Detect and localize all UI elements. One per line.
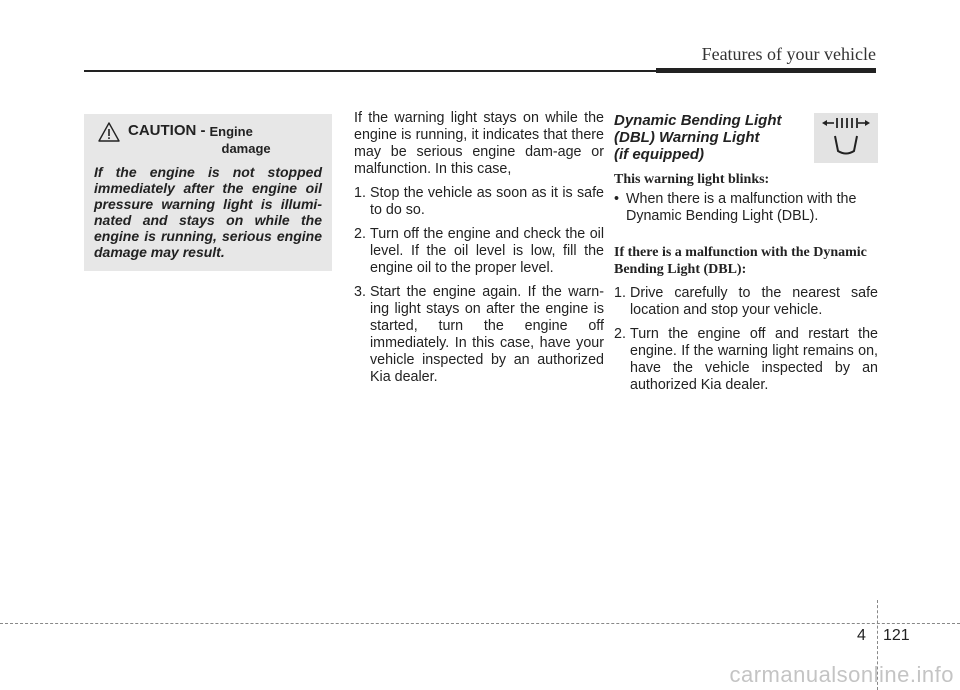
list-item (614, 285, 878, 319)
caution-label: CAUTION - (128, 122, 206, 139)
dbl-title-line1: Dynamic Bending Light (614, 112, 782, 129)
bullet-symbol: • (614, 191, 620, 207)
caution-box (84, 114, 332, 271)
list-item (354, 185, 604, 219)
dbl-steps (614, 285, 878, 394)
dbl-title (614, 112, 804, 163)
step-text: Start the engine again. If the warn-ing light stays on after the engine is started, turn the engine off immediately. In this case, have your vehicle inspected by an authorized Kia dealer. (370, 284, 604, 385)
caution-subtitle-line2: damage (221, 141, 271, 156)
dbl-warning-light-icon (814, 113, 878, 163)
warning-triangle-icon (98, 122, 120, 142)
oil-warning-intro: If the warning light stays on while the engine is running, it indicates that there may be serious engine dam-age or malfunction. In this case, (354, 110, 604, 177)
chapter-number: 4 (857, 627, 866, 644)
step-number: 1. (614, 285, 626, 301)
dbl-title-line3: (if equipped) (614, 146, 704, 163)
blinks-heading: This warning light blinks: (614, 172, 770, 187)
step-number: 3. (354, 284, 366, 300)
oil-warning-column (354, 110, 604, 393)
step-text: Drive carefully to the nearest safe location and stop your vehicle. (630, 285, 878, 318)
header-rule (84, 70, 876, 72)
bullet-text: When there is a malfunction with the Dynamic Bending Light (DBL). (626, 191, 857, 224)
caution-subtitle (210, 122, 271, 157)
malfunction-heading: If there is a malfunction with the Dynamic Bending Light (DBL): (614, 245, 867, 277)
step-number: 2. (614, 326, 626, 342)
step-number: 2. (354, 226, 366, 242)
oil-warning-steps (354, 185, 604, 386)
footer-rule (0, 623, 960, 624)
list-item (354, 226, 604, 277)
watermark: carmanualsonline.info (729, 662, 954, 687)
list-item (354, 284, 604, 386)
caution-text: If the engine is not stopped immediately after the engine oil pressure warning light is illumi-nated and stays on while the engine is running, serious engine damage may result. (94, 164, 322, 260)
list-item (614, 326, 878, 394)
step-number: 1. (354, 185, 366, 201)
list-item (614, 191, 878, 225)
dbl-column (614, 110, 878, 401)
dbl-title-line2: (DBL) Warning Light (614, 129, 760, 146)
caution-header (94, 122, 322, 157)
step-text: Turn off the engine and check the oil level. If the oil level is low, fill the engine oil to the proper level. (370, 226, 604, 276)
section-title: Features of your vehicle (701, 44, 876, 64)
step-text: Turn the engine off and restart the engine. If the warning light remains on, have the vehicle inspected by an authorized Kia dealer. (630, 326, 878, 393)
caution-subtitle-line1: Engine (209, 124, 253, 139)
step-text: Stop the vehicle as soon as it is safe to do so. (370, 185, 604, 218)
page-number: 121 (883, 627, 910, 644)
